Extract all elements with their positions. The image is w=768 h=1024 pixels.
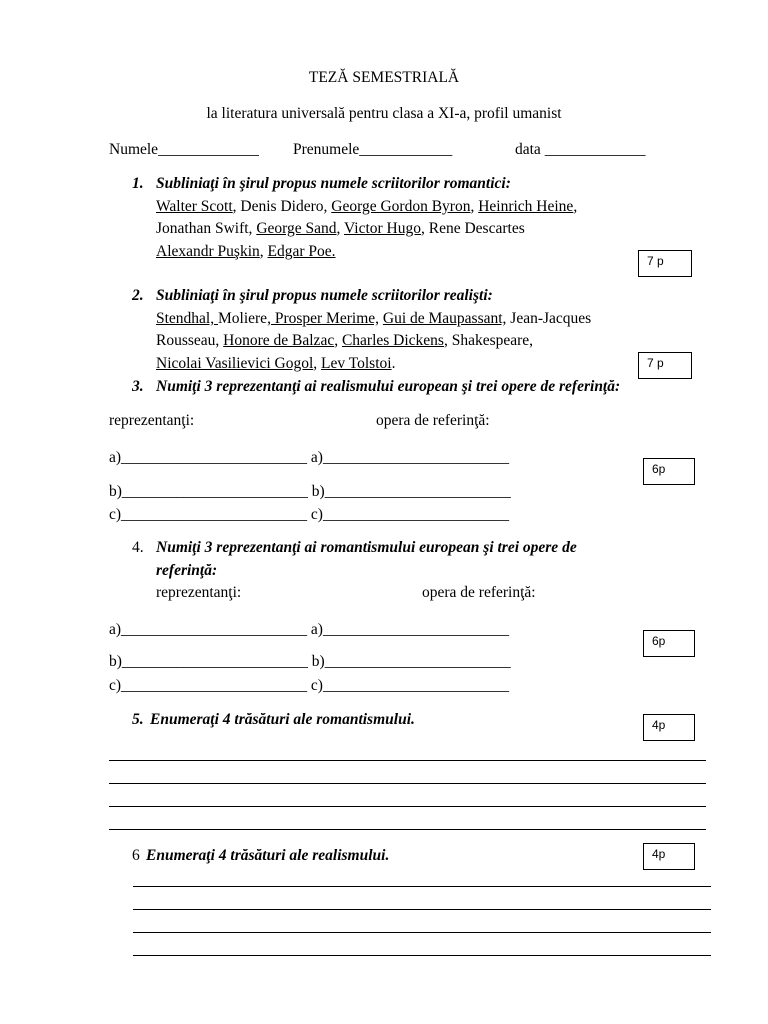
writer-name-text: , bbox=[334, 332, 342, 349]
date-field[interactable]: data _____________ bbox=[515, 141, 646, 158]
writer-name-underlined: Stendhal, bbox=[156, 310, 218, 327]
q3-answer-row-c[interactable]: c)________________________ c)________________________ bbox=[109, 506, 509, 523]
q3-answer-row-b[interactable]: b)________________________ b)________________________ bbox=[109, 483, 511, 500]
q2-names-line2 bbox=[156, 332, 533, 350]
q5-points-box: 4p bbox=[643, 714, 695, 741]
writer-name-underlined: Alexandr Puşkin bbox=[156, 243, 260, 260]
writer-name-underlined: Charles Dickens bbox=[341, 332, 444, 349]
writer-name-text: , Shakespeare, bbox=[443, 332, 534, 349]
q3-col-representatives: reprezentanţi: bbox=[109, 412, 195, 429]
q6-answer-line[interactable] bbox=[133, 886, 711, 887]
q4-answer-row-b[interactable]: b)________________________ b)________________________ bbox=[109, 653, 511, 670]
q4-answer-row-a[interactable]: a)________________________ a)________________________ bbox=[109, 621, 509, 638]
writer-name-text: , bbox=[573, 198, 578, 215]
writer-name-text: , bbox=[470, 198, 479, 215]
q3-points-box: 6p bbox=[643, 458, 695, 485]
writer-name-text: , bbox=[259, 243, 268, 260]
q4-number: 4. bbox=[132, 539, 144, 556]
q3-number: 3. bbox=[132, 378, 144, 395]
q5-answer-line[interactable] bbox=[109, 806, 706, 807]
q4-col-works: opera de referinţă: bbox=[422, 584, 536, 601]
q6-number: 6 bbox=[132, 847, 140, 864]
q5-answer-line[interactable] bbox=[109, 760, 706, 761]
writer-name-text: Jonathan Swift, bbox=[156, 220, 257, 237]
writer-name-text: . bbox=[391, 355, 396, 372]
q2-number: 2. bbox=[132, 287, 144, 304]
writer-name-text: Jean-Jacques bbox=[506, 310, 592, 327]
q1-names-line3 bbox=[156, 243, 336, 261]
writer-name-underlined: Honore de Balzac bbox=[223, 332, 335, 349]
writer-name-underlined: Walter Scott bbox=[156, 198, 233, 215]
q1-text: Subliniaţi în şirul propus numele scriitorilor romantici: bbox=[156, 175, 511, 192]
q4-text-line2: referinţă: bbox=[156, 562, 218, 579]
q3-text: Numiţi 3 reprezentanţi ai realismului european şi trei opere de referinţă: bbox=[156, 378, 621, 395]
q3-answer-row-a[interactable]: a)________________________ a)________________________ bbox=[109, 449, 509, 466]
writer-name-underlined: George Sand bbox=[256, 220, 337, 237]
writer-name-text: Rousseau, bbox=[156, 332, 224, 349]
writer-name-text: , bbox=[313, 355, 322, 372]
writer-name-underlined: Victor Hugo bbox=[344, 220, 422, 237]
writer-name-underlined: Heinrich Heine bbox=[478, 198, 574, 215]
surname-field[interactable]: Prenumele____________ bbox=[293, 141, 453, 158]
writer-name-underlined: Edgar Poe. bbox=[267, 243, 336, 260]
q6-text: Enumeraţi 4 trăsături ale realismului. bbox=[146, 847, 390, 864]
q4-col-representatives: reprezentanţi: bbox=[156, 584, 242, 601]
writer-name-text: , Denis Didero, bbox=[232, 198, 332, 215]
name-field[interactable]: Numele_____________ bbox=[109, 141, 259, 158]
writer-name-underlined: Nicolai Vasilievici Gogol bbox=[156, 355, 314, 372]
writer-name-text: , bbox=[336, 220, 345, 237]
writer-name-text: Moliere, bbox=[218, 310, 271, 327]
writer-name-underlined: Gui de Maupassant, bbox=[382, 310, 507, 327]
writer-name-underlined: Prosper Merime, bbox=[270, 310, 379, 327]
q1-points-box: 7 p bbox=[638, 250, 692, 277]
q2-text: Subliniaţi în şirul propus numele scriitorilor realişti: bbox=[156, 287, 493, 304]
page-subtitle: la literatura universală pentru clasa a XI-a, profil umanist bbox=[206, 105, 562, 122]
q2-points-box: 7 p bbox=[638, 352, 692, 379]
q4-text-line1: Numiţi 3 reprezentanţi ai romantismului european şi trei opere de bbox=[156, 539, 577, 556]
q6-answer-line[interactable] bbox=[133, 932, 711, 933]
writer-name-underlined: Lev Tolstoi bbox=[321, 355, 392, 372]
q1-names-line1 bbox=[156, 198, 577, 216]
q4-points-box: 6p bbox=[643, 630, 695, 657]
page-title: TEZĂ SEMESTRIALĂ bbox=[308, 69, 460, 86]
q6-answer-line[interactable] bbox=[133, 955, 711, 956]
q2-names-line3 bbox=[156, 355, 395, 373]
q6-answer-line[interactable] bbox=[133, 909, 711, 910]
q1-names-line2 bbox=[156, 220, 525, 238]
q6-points-box: 4p bbox=[643, 843, 695, 870]
writer-name-text: , Rene Descartes bbox=[421, 220, 525, 237]
q5-answer-line[interactable] bbox=[109, 783, 706, 784]
writer-name-underlined: George Gordon Byron bbox=[331, 198, 471, 215]
q5-text: Enumeraţi 4 trăsături ale romantismului. bbox=[150, 711, 415, 728]
q5-answer-line[interactable] bbox=[109, 829, 706, 830]
q2-names-line1 bbox=[156, 310, 591, 328]
q1-number: 1. bbox=[132, 175, 144, 192]
q3-col-works: opera de referinţă: bbox=[376, 412, 490, 429]
q4-answer-row-c[interactable]: c)________________________ c)________________________ bbox=[109, 677, 509, 694]
q5-number: 5. bbox=[132, 711, 144, 728]
